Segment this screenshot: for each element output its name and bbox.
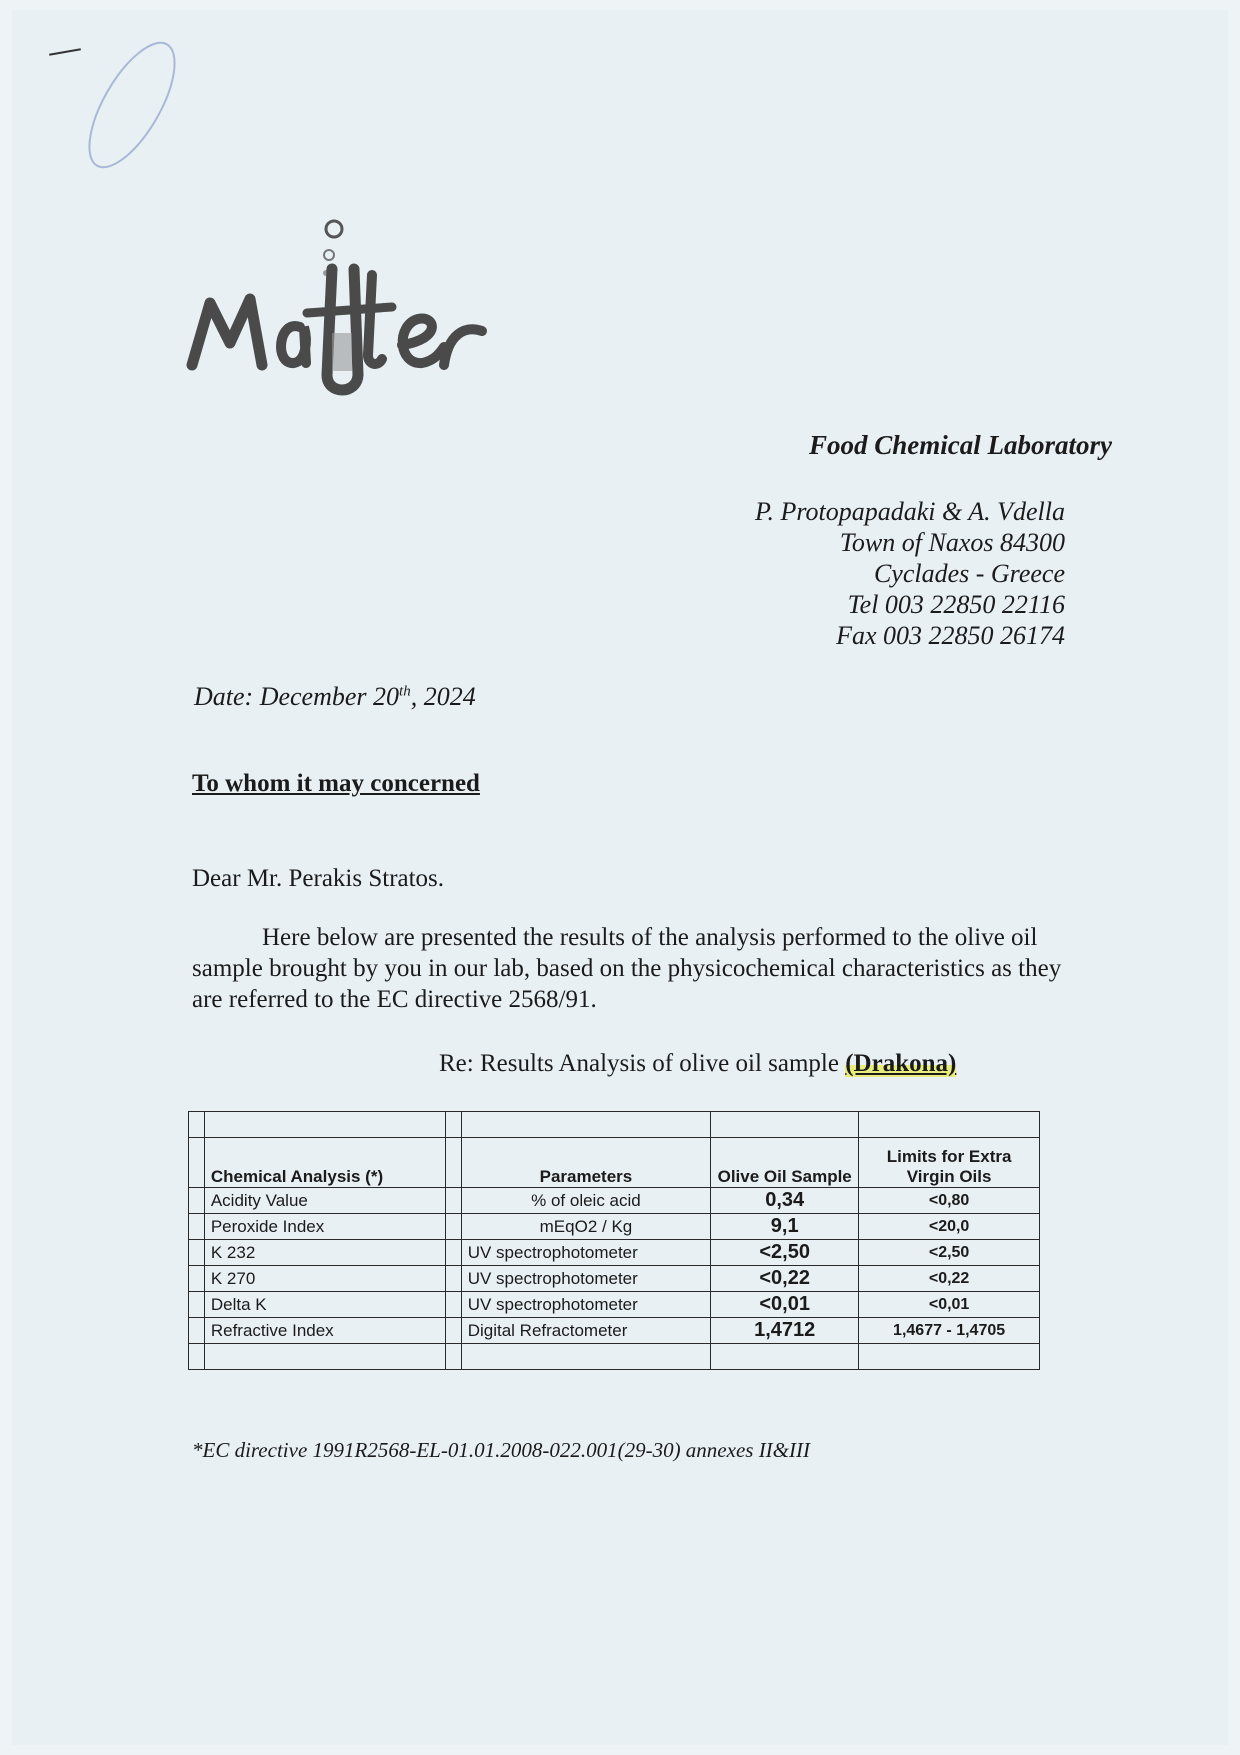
parameter: % of oleic acid: [461, 1188, 710, 1214]
parameter: UV spectrophotometer: [461, 1240, 710, 1266]
table-row: [189, 1292, 1040, 1318]
header-limits: Limits for Extra Virgin Oils: [859, 1138, 1040, 1188]
letter-page: [12, 10, 1228, 1745]
matter-logo: [182, 215, 502, 435]
sample-value: <0,01: [711, 1292, 859, 1318]
sample-value: <2,50: [711, 1240, 859, 1266]
date-year: , 2024: [410, 682, 476, 711]
table-spacer-row: [189, 1112, 1040, 1138]
sample-value: 0,34: [711, 1188, 859, 1214]
header-olive-oil-sample: Olive Oil Sample: [711, 1138, 859, 1188]
analysis-name: K 232: [204, 1240, 445, 1266]
parameter: UV spectrophotometer: [461, 1292, 710, 1318]
lab-name: Food Chemical Laboratory: [809, 430, 1112, 460]
table-row: [189, 1214, 1040, 1240]
stamp-imprint: [82, 30, 182, 180]
footnote: *EC directive 1991R2568-EL-01.01.2008-022.001(29-30) annexes II&III: [192, 1438, 810, 1462]
analysis-name: Acidity Value: [204, 1188, 445, 1214]
address-line-names: P. Protopapadaki & A. Vdella: [754, 497, 1065, 526]
table-row: [189, 1240, 1040, 1266]
logo-text: Matter: [282, 249, 285, 250]
table-spacer-row: [189, 1344, 1040, 1370]
address-line-town: Town of Naxos 84300: [839, 528, 1065, 557]
pen-mark: [49, 48, 81, 56]
reference-line: [439, 1050, 956, 1078]
table-row: [189, 1318, 1040, 1344]
date-suffix-sup: th: [399, 683, 411, 700]
reference-prefix: Re: Results Analysis of olive oil sample: [439, 1050, 846, 1077]
parameter: mEqO2 / Kg: [461, 1214, 710, 1240]
lab-address: [745, 496, 1065, 651]
sample-value: 1,4712: [711, 1318, 859, 1344]
analysis-name: Delta K: [204, 1292, 445, 1318]
limit-value: 1,4677 - 1,4705: [859, 1318, 1040, 1344]
analysis-name: Refractive Index: [204, 1318, 445, 1344]
table-row: [189, 1266, 1040, 1292]
header-chemical-analysis: Chemical Analysis (*): [204, 1138, 445, 1188]
letter-subject: To whom it may concerned: [192, 770, 480, 797]
date-prefix: Date: December 20: [194, 682, 400, 711]
results-table: [188, 1111, 1040, 1370]
analysis-name: K 270: [204, 1266, 445, 1292]
header-parameters: Parameters: [461, 1138, 710, 1188]
limit-value: <0,01: [859, 1292, 1040, 1318]
limit-value: <20,0: [859, 1214, 1040, 1240]
parameter: UV spectrophotometer: [461, 1266, 710, 1292]
salutation: Dear Mr. Perakis Stratos.: [192, 865, 445, 892]
limit-value: <2,50: [859, 1240, 1040, 1266]
sample-value: 9,1: [711, 1214, 859, 1240]
letter-body: Here below are presented the results of the analysis performed to the olive oil sample brought by you in our lab, based on the physicochemical characteristics as they are referred to the EC directive 2568/91.: [192, 924, 1062, 1013]
address-line-fax: Fax 003 22850 26174: [836, 621, 1065, 650]
sample-name-highlight: (Drakona): [845, 1050, 957, 1077]
limit-value: <0,22: [859, 1266, 1040, 1292]
table-row: [189, 1188, 1040, 1214]
parameter: Digital Refractometer: [461, 1318, 710, 1344]
analysis-name: Peroxide Index: [204, 1214, 445, 1240]
sample-value: <0,22: [711, 1266, 859, 1292]
address-line-tel: Tel 003 22850 22116: [847, 590, 1065, 619]
table-header-row: [189, 1138, 1040, 1188]
limit-value: <0,80: [859, 1188, 1040, 1214]
address-line-region: Cyclades - Greece: [873, 559, 1065, 588]
letter-date: [194, 682, 476, 712]
